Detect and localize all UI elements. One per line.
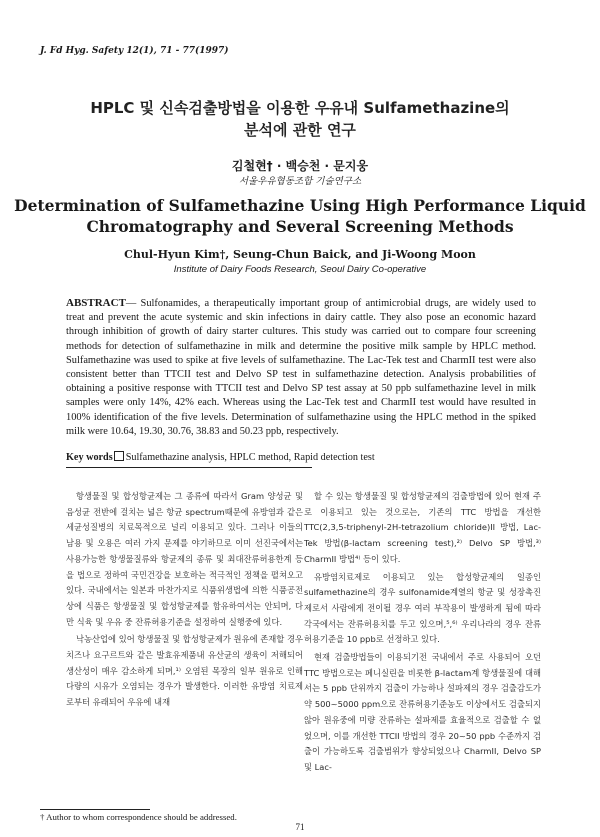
korean-authors: 김철현† · 백승천 · 문지웅	[231, 159, 369, 173]
body-paragraph: 현재 검출방법들이 이용되기전 국내에서 주로 사용되어 오던 TTC 방법으로는 페니실린을 비롯한 β-lactam계 항생물질에 대해서는 5 ppb 단위까지 검출이 가능하나 설파제의 경우 검출감도가 약 500~5000 ppm으로 잔류허용기준농도 이상에서도 검출되지 않아 원유중에 미량 잔류하는 설파제를 효율적으로 검출할 수 없었으며, 이를 개선한 TTCII 방법의 경우 20~50 ppb 수준까지 검출이 가능하도록 검출범위가 향상되었으나 CharmII, Delvo SP 및 Lac-	[304, 652, 541, 772]
keywords	[66, 451, 536, 463]
footnote-rule	[40, 809, 150, 810]
body-paragraph: 항생물질 및 합성항균제는 그 종류에 따라서 Gram 양성균 및 음성균 전반에 걸치는 넓은 항균 spectrum때문에 유방염과 같은 세균성질병의 치료목적으로 널리 이용되고 있다. 그러나 이들의 남용 및 오용은 여러 가지 문제를 야기하므로 이미 선진국에서는 사용가능한 항생물질류와 항균제의 종류 및 최대잔류허용한계 등을 법으로 정하여 국민건강을 보호하는 적극적인 정책을 펼쳐오고 있다. 국내에서는 일본과 마찬가지로 식품위생법에 의한 식품공전상에 식품은 항생물질 및 합성항균제를 함유하여서는 안되며, 다만 식육 및 우유 중 잔류허용기준을 설정하여 실행중에 있다.	[66, 491, 303, 627]
body-paragraph: 낙농산업에 있어 항생물질 및 합성항균제가 원유에 존재할 경우 치즈나 요구르트와 같은 발효유제품내 유산균의 생육이 저해되어 생산성이 매우 감소하게 되며,¹⁾ 오염된 목장의 일부 원유로 인해 다량의 시유가 오염되는 경우가 발생한다. 이러한 유방염 치료제로부터 유래되어 우유에 내재	[66, 634, 303, 708]
body-paragraph: 할 수 있는 항생물질 및 합성항균제의 검출방법에 있어 현재 주로 이용되고 있는 것으로는, 기존의 TTC 방법을 개선한 TTC(2,3,5-triphenyl-2H-tetrazolium chloride)II 방법, Lac-Tek 방법(β-lactam screening test),²⁾ Delvo SP 방법,³⁾ CharmII 방법⁴⁾ 등이 있다.	[304, 491, 541, 564]
body-paragraph: 유방염치료제로 이용되고 있는 합성항균제의 일종인 sulfamethazine의 경우 sulfonamide계열의 항균 및 성장촉진제로서 사람에게 전이될 경우 여러 부작용이 발생하게 됨에 따라 각국에서는 잔류허용치를 두고 있으며,⁵,⁶⁾ 우리나라의 경우 잔류허용기준을 10 ppb로 선정하고 있다.	[304, 571, 541, 645]
english-title-line-1: Determination of Sulfamethazine Using High Performance Liquid	[14, 196, 586, 215]
keywords-text: Sulfamethazine analysis, HPLC method, Rapid detection test	[125, 452, 375, 463]
body-column-right	[304, 489, 541, 776]
english-authors: Chul-Hyun Kim†, Seung-Chun Baick, and Ji-Woong Moon	[124, 248, 476, 261]
english-title-line-2: Chromatography and Several Screening Methods	[86, 217, 514, 236]
english-institution: Institute of Dairy Foods Research, Seoul Dairy Co-operative	[173, 264, 427, 275]
abstract-label: ABSTRACT	[66, 297, 126, 309]
korean-title-line-2: 분석에 관한 연구	[244, 121, 356, 139]
page-number: 71	[295, 822, 305, 832]
keywords-label: Key words	[66, 452, 113, 463]
korean-title-line-1: HPLC 및 신속검출방법을 이용한 우유내 Sulfamethazine의	[90, 99, 510, 117]
korean-institution: 서울우유협동조합 기술연구소	[238, 176, 362, 187]
body-column-left	[66, 489, 303, 711]
keywords-rule	[66, 467, 312, 468]
abstract-text: — Sulfonamides, a therapeutically important group of antimicrobial drugs, are widely used to treat and prevent the acute systemic and skin infections in dairy cattle. They also pose an economic hazard through inhibition of growth of dairy starter cultures. This study was carried out to compare four screening methods for detection of sulfamethazine in milk and determine the positive milk sample by HPLC method. Sulfamethazine was used to spike at five levels of sulfamethazine. The Lac-Tek test and CharmII test were also consistent better than TTCII test and Delvo SP test in sulfamethazine detection. Analysis probabilities of obtaining a positive response with TTCII test and Delvo SP test assay at 50 ppb sulfamethazine level in milk samples were only 14%, 42% each. Whereas using the Lac-Tek test and CharmII test would have resulted in 100% identification of the five levels. Determination of sulfamethazine using the HPLC method in the spiked milk were 10.64, 19.30, 30.76, 38.83 and 50.23 ppb, respectively.	[66, 298, 536, 437]
journal-citation: J. Fd Hyg. Safety 12(1), 71 - 77(1997)	[40, 46, 229, 56]
abstract	[66, 296, 536, 439]
keyword-box-icon	[114, 451, 124, 461]
footnote: † Author to whom correspondence should be addressed.	[40, 812, 237, 822]
